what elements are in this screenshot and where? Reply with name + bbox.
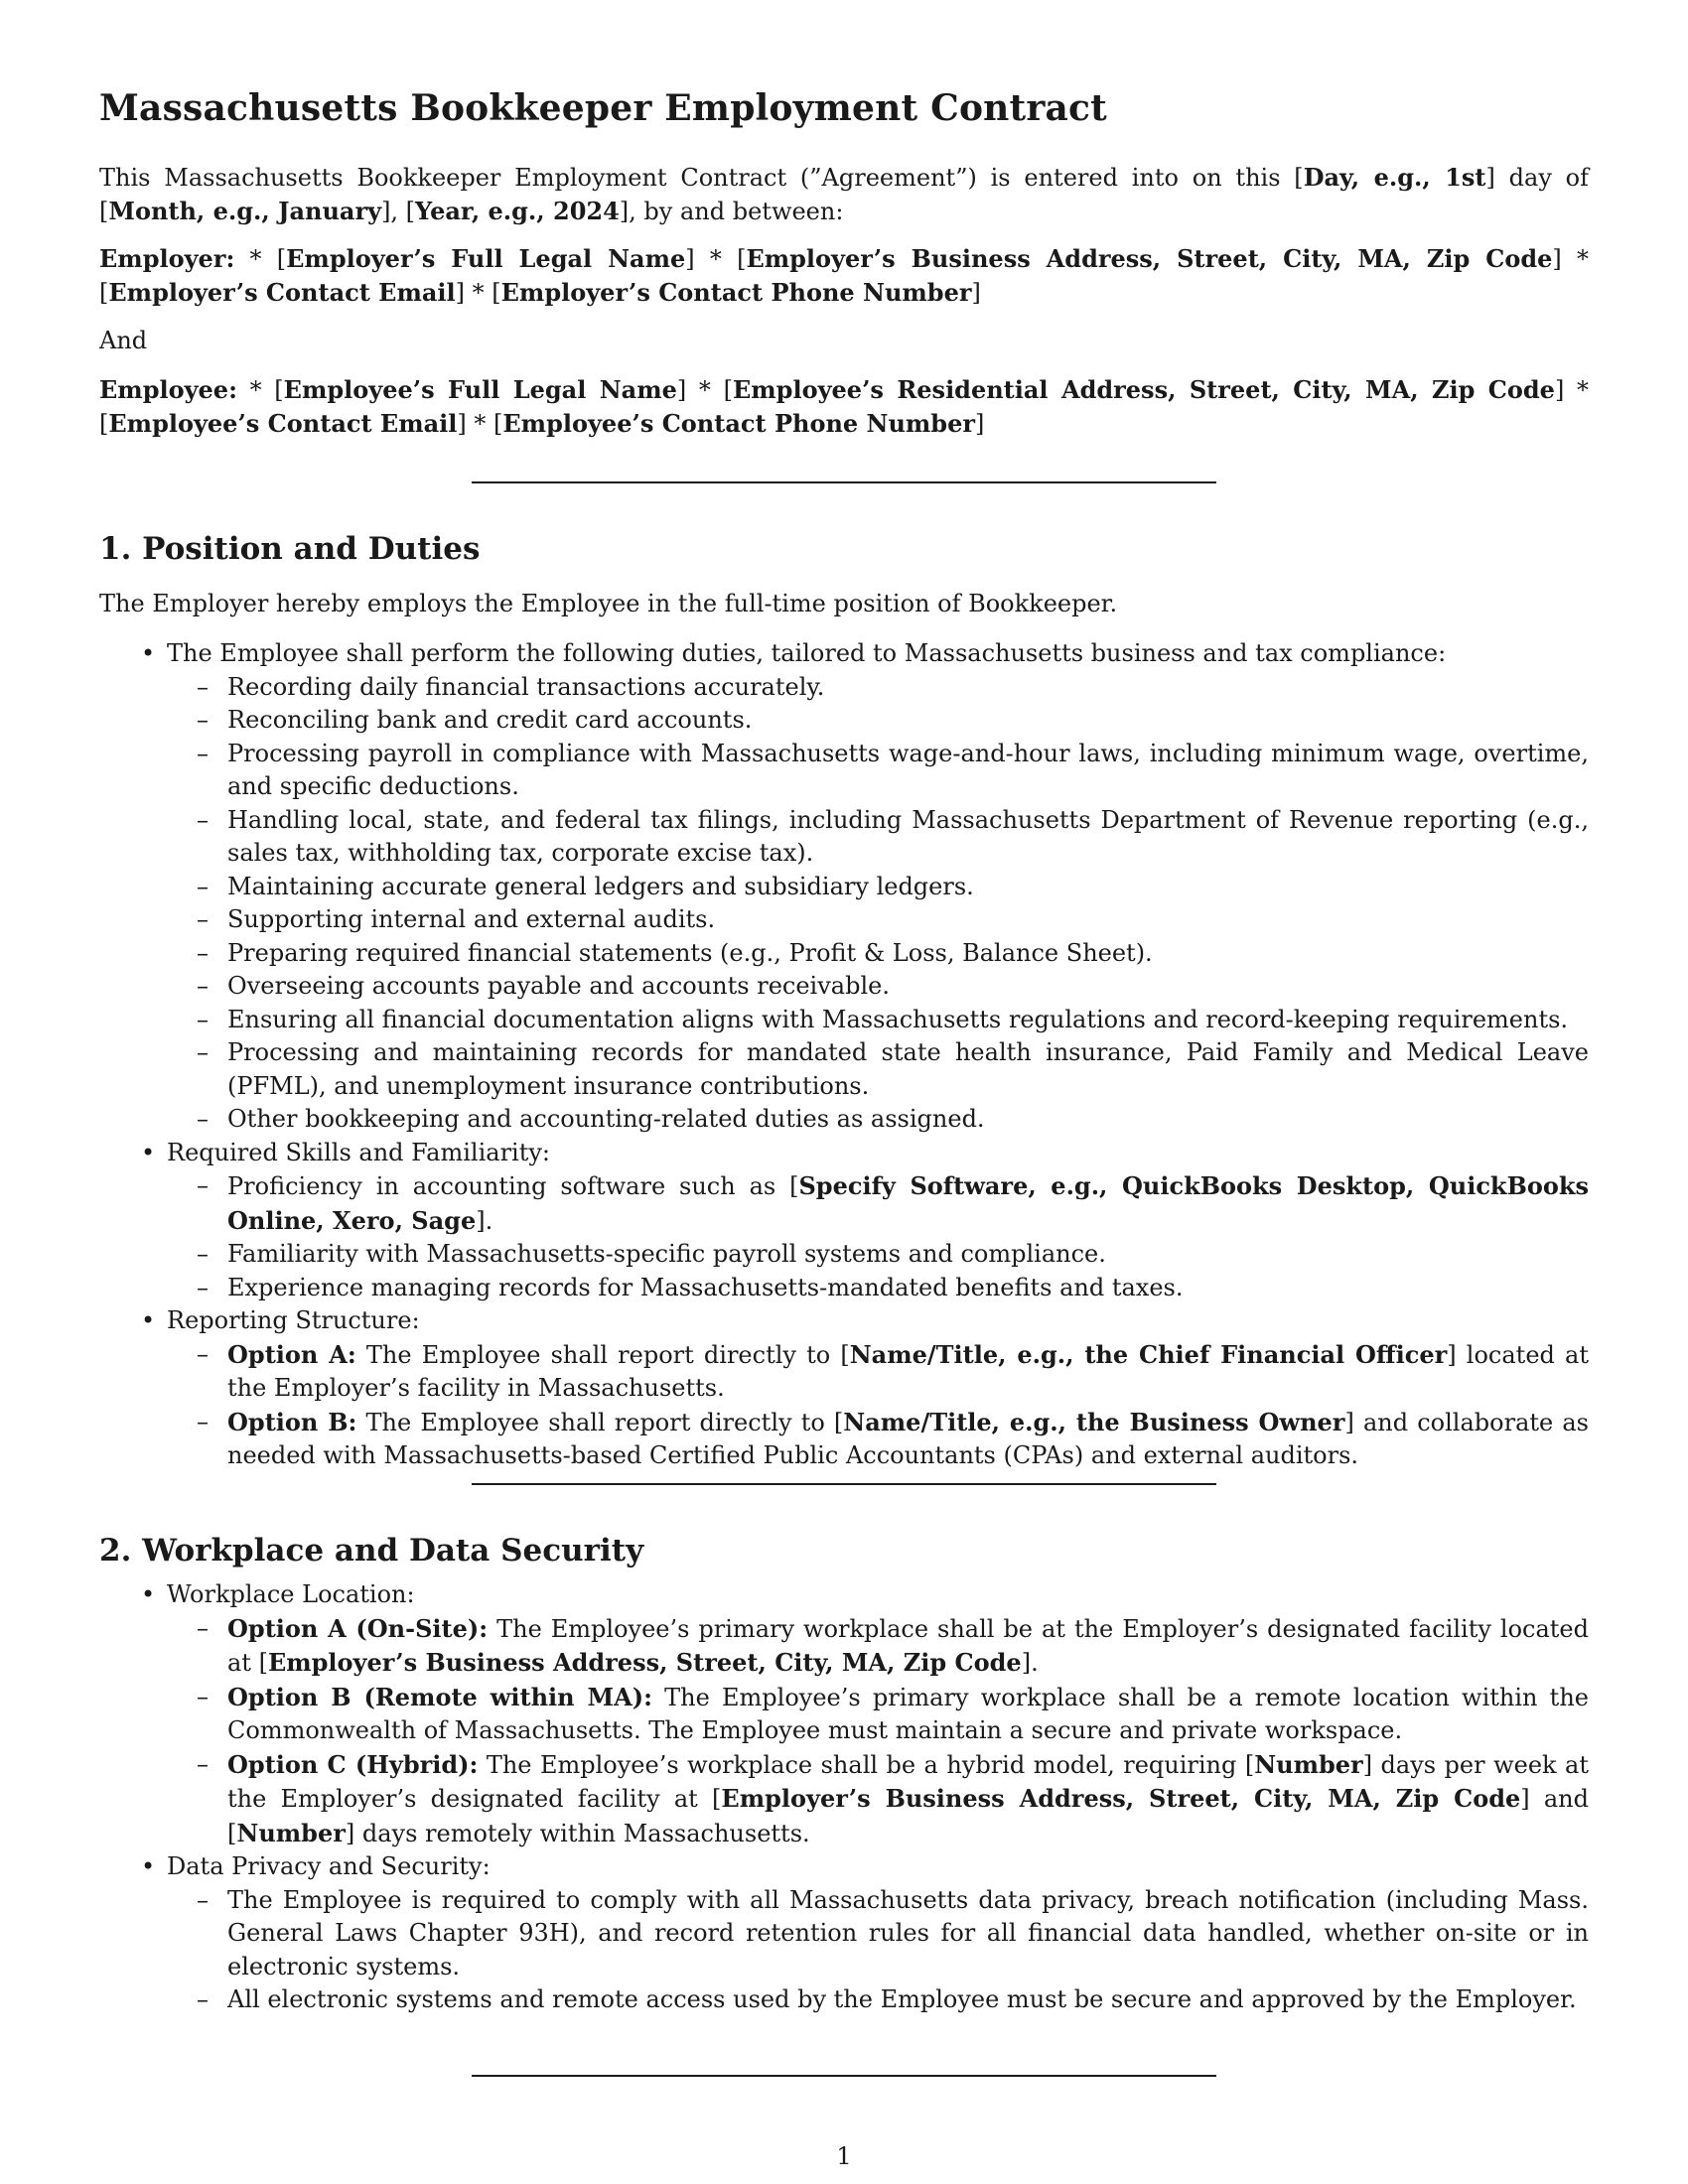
employee-label: Employee:: [99, 375, 237, 404]
employee-name-placeholder: Employee’s Full Legal Name: [283, 375, 677, 404]
section-2-list: [99, 1578, 1589, 2017]
employer-label: Employer:: [99, 244, 235, 273]
hybrid-label: Option C (Hybrid):: [227, 1749, 479, 1779]
location-item: [99, 1578, 1589, 1850]
list-item: – Processing and maintaining records for mandated state health insurance, Paid Family and Medical Leave (PFML), and unemployment insurance contributions.: [167, 1036, 1589, 1103]
reporting-label: Reporting Structure:: [167, 1306, 420, 1334]
employer-phone-placeholder: Employer’s Contact Phone Number: [500, 278, 972, 307]
list-item: – Familiarity with Massachusetts-specific payroll systems and compliance.: [167, 1238, 1589, 1272]
hybrid-address-placeholder: Employer’s Business Address, Street, City, MA, Zip Code: [721, 1784, 1521, 1813]
list-item: – Option B (Remote within MA): The Employee’s primary workplace shall be a remote location within the Commonwealth of Massachusetts. The Employee must maintain a secure and private workspace.: [167, 1681, 1589, 1748]
list-item: – Option B: The Employee shall report directly to [Name/Title, e.g., the Business Owner] and collaborate as needed with Massachusetts-based Certified Public Accountants (CPAs) and external auditors.: [167, 1406, 1589, 1473]
list-item: – Ensuring all financial documentation aligns with Massachusetts regulations and record-keeping requirements.: [167, 1004, 1589, 1037]
employer-block: Employer: * [Employer’s Full Legal Name] * [Employer’s Business Address, Street, City, MA, Zip Code] * [Employer’s Contact Email] * [Employer’s Contact Phone Number]: [99, 244, 1589, 307]
skills-list: [167, 1169, 1589, 1304]
skills-item: [99, 1137, 1589, 1305]
location-label: Workplace Location:: [167, 1580, 415, 1608]
list-item: – Experience managing records for Massachusetts-mandated benefits and taxes.: [167, 1272, 1589, 1305]
divider: [472, 2075, 1216, 2077]
list-item: – Supporting internal and external audits.: [167, 903, 1589, 937]
option-a-label: Option A:: [227, 1339, 356, 1369]
list-item: – Processing payroll in compliance with Massachusetts wage-and-hour laws, including minimum wage, overtime, and specific deductions.: [167, 738, 1589, 804]
privacy-item: [99, 1850, 1589, 2017]
employee-address-placeholder: Employee’s Residential Address, Street, City, MA, Zip Code: [732, 375, 1555, 404]
list-item: – The Employee is required to comply with all Massachusetts data privacy, breach notification (including Mass. General Laws Chapter 93H), and record retention rules for all financial data handled, whether on-site or in electronic systems.: [167, 1884, 1589, 1984]
software-placeholder: Specify Software, e.g., QuickBooks Desktop, QuickBooks Online, Xero, Sage: [227, 1171, 1590, 1235]
list-item: – Maintaining accurate general ledgers and subsidiary ledgers.: [167, 871, 1589, 904]
document-title: Massachusetts Bookkeeper Employment Contract: [99, 87, 1108, 129]
number-placeholder: Number: [236, 1818, 346, 1847]
list-item: – Option A: The Employee shall report directly to [Name/Title, e.g., the Chief Financial Officer] located at the Employer’s facility in Massachusetts.: [167, 1338, 1589, 1406]
list-item: – Other bookkeeping and accounting-related duties as assigned.: [167, 1103, 1589, 1137]
reporting-list: [167, 1338, 1589, 1473]
section-2-heading: 2. Workplace and Data Security: [99, 1533, 644, 1569]
reporting-item: [99, 1304, 1589, 1473]
duties-label: The Employee shall perform the following duties, tailored to Massachusetts business and tax compliance:: [167, 639, 1447, 667]
privacy-list: [167, 1884, 1589, 2017]
employer-email-placeholder: Employer’s Contact Email: [108, 278, 456, 307]
option-b-label: Option B:: [227, 1407, 357, 1436]
option-a-placeholder: Name/Title, e.g., the Chief Financial Officer: [849, 1339, 1448, 1369]
location-list: [167, 1612, 1589, 1851]
month-placeholder: Month, e.g., January: [108, 197, 382, 225]
option-b-placeholder: Name/Title, e.g., the Business Owner: [843, 1407, 1345, 1436]
and-text: And: [99, 327, 148, 354]
list-item: – Reconciling bank and credit card accounts.: [167, 704, 1589, 738]
intro-paragraph: This Massachusetts Bookkeeper Employment Contract (”Agreement”) is entered into on this [Day, e.g., 1st] day of [Month, e.g., January], [Year, e.g., 2024], by and between:: [99, 163, 1589, 225]
year-placeholder: Year, e.g., 2024: [415, 197, 620, 225]
section-1-heading: 1. Position and Duties: [99, 531, 481, 567]
employer-address-placeholder: Employer’s Business Address, Street, City, MA, Zip Code: [746, 244, 1553, 273]
number-placeholder: Number: [1254, 1749, 1363, 1779]
list-item: – Option A (On-Site): The Employee’s primary workplace shall be at the Employer’s designated facility located at [Employer’s Business Address, Street, City, MA, Zip Code].: [167, 1612, 1589, 1681]
duties-list: [167, 671, 1589, 1137]
list-item: – Overseeing accounts payable and accounts receivable.: [167, 970, 1589, 1004]
list-item: – Handling local, state, and federal tax filings, including Massachusetts Department of Revenue reporting (e.g., sales tax, withholding tax, corporate excise tax).: [167, 804, 1589, 871]
divider: [472, 481, 1216, 483]
employee-email-placeholder: Employee’s Contact Email: [108, 409, 458, 438]
privacy-label: Data Privacy and Security:: [167, 1852, 491, 1880]
list-item: – Recording daily financial transactions accurately.: [167, 671, 1589, 705]
list-item: – Proficiency in accounting software such as [Specify Software, e.g., QuickBooks Desktop, QuickBooks Online, Xero, Sage].: [167, 1169, 1589, 1238]
remote-label: Option B (Remote within MA):: [227, 1682, 652, 1711]
divider: [472, 1483, 1216, 1485]
list-item: – Option C (Hybrid): The Employee’s workplace shall be a hybrid model, requiring [Number] days per week at the Employer’s designated facility at [Employer’s Business Address, Street, City, MA, Zip Code] and [Number] days remotely within Massachusetts.: [167, 1748, 1589, 1851]
employee-block: Employee: * [Employee’s Full Legal Name] * [Employee’s Residential Address, Street, City, MA, Zip Code] * [Employee’s Contact Email] * [Employee’s Contact Phone Number]: [99, 375, 1589, 438]
skills-label: Required Skills and Familiarity:: [167, 1138, 551, 1166]
section-1-list: [99, 637, 1589, 1473]
onsite-label: Option A (On-Site):: [227, 1613, 489, 1643]
onsite-address-placeholder: Employer’s Business Address, Street, City, MA, Zip Code: [267, 1648, 1022, 1677]
list-item: – Preparing required financial statements (e.g., Profit & Loss, Balance Sheet).: [167, 937, 1589, 971]
day-placeholder: Day, e.g., 1st: [1303, 163, 1486, 192]
page-number: 1: [836, 2142, 852, 2170]
duties-item: [99, 637, 1589, 1137]
list-item: – All electronic systems and remote access used by the Employee must be secure and approved by the Employer.: [167, 1983, 1589, 2017]
section-1-intro: The Employer hereby employs the Employee in the full-time position of Bookkeeper.: [99, 590, 1118, 617]
employee-phone-placeholder: Employee’s Contact Phone Number: [502, 409, 975, 438]
employer-name-placeholder: Employer’s Full Legal Name: [286, 244, 686, 273]
